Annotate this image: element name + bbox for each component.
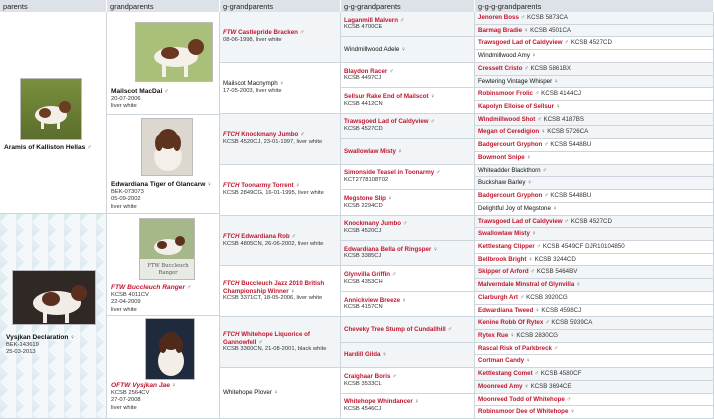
ggg-grandparent-reg: KCSB 2830CG [516, 331, 558, 339]
grandparent-reg: 20-07-2006 [111, 96, 141, 103]
gg-grandparent-name-line [344, 373, 471, 381]
ggg-grandparent-cell [475, 101, 714, 114]
dam-sex-icon: ♀ [70, 334, 75, 341]
ggg-grandparent-name[interactable]: Barmag Bradie [478, 26, 523, 34]
sex-icon: ♀ [288, 287, 295, 295]
ggg-grandparent-reg: KCSB 3694CE [530, 382, 572, 390]
g-grandparent-name-line [223, 29, 337, 37]
gg-grandparent-name[interactable]: Glynvilla Griffin [344, 271, 391, 279]
grandparent-name[interactable]: FTW Buccleuch Ranger [111, 284, 186, 291]
ggg-grandparent-reg: KCSB 5448BU [550, 192, 592, 200]
ggg-grandparent-reg: KCSB 4549CF DJR10104850 [542, 242, 625, 250]
sire-photo [20, 78, 82, 140]
ggg-grandparent-cell [475, 126, 714, 139]
grandparent-reg: BEK-073073 [111, 189, 144, 196]
g-grandparent-name[interactable]: Whitehope Liquorice of Gannowfell [223, 330, 310, 346]
sex-icon: ♂ [256, 338, 263, 346]
ggg-grandparent-cell [475, 114, 714, 127]
ggg-grandparent-name[interactable]: Badgercourt Gryphon [478, 192, 543, 200]
sex-icon: ♀ [539, 128, 548, 136]
gg-grandparent-reg: KCSB 4157CN [344, 304, 383, 311]
sex-icon: ♂ [289, 232, 297, 240]
header-ggg-grandparents: g-g-g-grandparents [475, 0, 714, 12]
ggg-grandparent-reg: KCSB 5861BX [530, 64, 572, 72]
g-grandparent-cell [220, 216, 341, 267]
g-grandparent-name[interactable]: Edwardiana Rob [241, 232, 290, 240]
gg-grandparent-name[interactable]: Cheveky Tree Stump of Cundallhill [344, 325, 446, 333]
g-grandparent-details: KCSB 4805CN, 26-06-2002, liver white [223, 240, 324, 247]
g-grandparent-cell [220, 114, 341, 165]
ggg-grandparent-name[interactable]: Robinsmoor Dee of Whitehope [478, 408, 569, 416]
sex-icon: ♀ [529, 52, 537, 60]
grandparent-dob: 27-07-2008 [111, 397, 141, 404]
sex-icon: ♂ [434, 169, 441, 177]
sex-icon: ♀ [574, 281, 581, 289]
g-grandparent-cell [220, 63, 341, 114]
gg-grandparent-name[interactable]: Craighaar Boris [344, 372, 391, 380]
grandparent-cell [107, 214, 220, 316]
ggg-grandparent-name[interactable]: Windmillwood Amy [478, 52, 530, 60]
g-grandparent-name[interactable]: Castlepride Bracken [238, 29, 298, 37]
g-grandparent-name[interactable]: Mailscot Macnymph [223, 80, 278, 88]
gg-grandparent-cell [341, 12, 475, 37]
sex-icon: ♀ [171, 382, 177, 389]
sex-icon: ♂ [522, 64, 531, 72]
ggg-grandparent-reg: KCSB 5448BU [550, 141, 592, 149]
g-grandparent-name-line [223, 389, 337, 397]
ggg-grandparent-name[interactable]: Rascal Risk of Parkbreck [478, 344, 552, 352]
ggg-grandparent-cell [475, 50, 714, 63]
g-grandparent-details: KCSB 3360CN, 21-08-2001, black white [223, 346, 327, 353]
ggg-grandparent-cell [475, 88, 714, 101]
ggg-grandparent-cell [475, 37, 714, 50]
g-grandparent-details: 08-06-1998, liver white [223, 37, 282, 44]
gg-grandparent-name[interactable]: Laganmill Malvern [344, 16, 398, 24]
grandparent-color: liver white [111, 203, 137, 210]
sex-icon: ♂ [534, 242, 543, 250]
grandparent-cell [107, 316, 220, 419]
gg-grandparent-name-line [344, 326, 471, 334]
sex-icon: ♀ [525, 179, 532, 187]
grandparent-name[interactable]: Mailscot MacDai [111, 88, 163, 95]
gg-grandparent-cell [341, 37, 475, 62]
gg-grandparent-cell [341, 394, 475, 419]
g-grandparent-details: KCSB 2849CG, 16-01-1995, liver white [223, 189, 324, 196]
sex-icon: ♀ [395, 147, 403, 155]
gg-grandparent-reg: KCSB 4520CJ [344, 227, 382, 234]
grandparent-reg: KCSB 2564CV [111, 390, 150, 397]
grandparent-name[interactable]: OFTW Vysjkan Jae [111, 382, 170, 389]
gg-grandparent-cell [341, 216, 475, 241]
ggg-grandparent-name[interactable]: Rytex Rue [478, 331, 509, 339]
sex-icon: ♂ [445, 325, 453, 333]
header-gg-grandparents: g-g-grandparents [341, 0, 475, 12]
ggg-grandparent-name[interactable]: Moonreed Todd of Whitehope [478, 395, 565, 403]
sex-icon: ♂ [428, 118, 435, 126]
sex-icon: ♂ [535, 115, 544, 123]
gg-grandparent-cell [341, 165, 475, 190]
sex-icon: ♀ [428, 93, 435, 101]
ggg-grandparent-cell [475, 368, 714, 381]
sex-icon: ♀ [554, 103, 561, 111]
ggg-grandparent-name[interactable]: Trawsgoed Lad of Caldyview [478, 217, 563, 225]
ggg-grandparent-name[interactable]: Badgercourt Gryphon [478, 141, 543, 149]
gg-grandparent-cell [341, 368, 475, 393]
sex-icon: ♂ [564, 395, 572, 403]
sire-name[interactable]: Aramis of Kalliston Hellas [4, 144, 86, 151]
ggg-grandparent-cell [475, 165, 714, 178]
gg-grandparent-name-line [344, 195, 471, 203]
ggg-grandparent-cell [475, 292, 714, 305]
ggg-grandparent-name[interactable]: Edwardiana Tweed [478, 306, 534, 314]
sex-icon: ♀ [552, 77, 559, 85]
gg-grandparent-name[interactable]: Simonside Teasel in Toonarmy [344, 169, 435, 177]
ggg-grandparent-cell [475, 355, 714, 368]
grandparent-cell [107, 115, 220, 214]
title-badge: FTCH [223, 131, 242, 139]
ggg-grandparent-cell [475, 190, 714, 203]
gg-grandparent-reg: KCSB 4700CE [344, 24, 383, 31]
sex-icon: ♂ [532, 370, 541, 378]
gg-grandparent-name[interactable]: Trawsgoed Lad of Caldyview [344, 118, 429, 126]
ggg-grandparent-name[interactable]: Kenine Robb Of Rytex [478, 319, 544, 327]
ggg-grandparent-name[interactable]: Buckshaw Barley [478, 179, 526, 187]
sex-icon: ♂ [518, 14, 528, 21]
ggg-grandparent-name[interactable]: Bellbrook Bright [478, 255, 527, 263]
ggg-grandparent-cell [475, 177, 714, 190]
sex-icon: ♂ [562, 39, 571, 47]
gg-grandparent-cell [341, 114, 475, 139]
gg-grandparent-name-line [344, 93, 471, 101]
g-grandparent-name[interactable]: Toonarmy Torrent [241, 182, 294, 190]
gg-grandparent-reg: KCSB 4353CH [344, 278, 383, 285]
gg-grandparent-name-line [344, 148, 471, 156]
gg-grandparent-name[interactable]: Hardill Gilda [344, 351, 381, 359]
g-grandparent-name[interactable]: Knockmany Jumbo [241, 131, 299, 139]
grandparent-photo [145, 318, 195, 380]
gg-grandparent-reg: KCSB 3385CJ [344, 253, 382, 260]
ggg-grandparent-cell [475, 139, 714, 152]
g-grandparent-cell [220, 12, 341, 63]
gg-grandparent-name[interactable]: Windmillwood Adele [344, 45, 400, 53]
grandparent-photo [135, 22, 213, 82]
sex-icon: ♂ [390, 271, 397, 279]
ggg-grandparent-cell [475, 266, 714, 279]
sex-icon: ♂ [401, 220, 408, 228]
ggg-grandparent-cell [475, 394, 714, 407]
sex-icon: ♀ [529, 230, 537, 238]
g-grandparent-name[interactable]: Buccleuch Jazz 2010 British Championship Winner [223, 279, 325, 295]
ggg-grandparent-reg: KCSB 5464BV [536, 268, 578, 276]
gg-grandparent-name-line [344, 17, 471, 25]
grandparent-color: liver white [111, 103, 137, 110]
grandparent-cell [107, 12, 220, 115]
parent-sire-cell [0, 12, 107, 214]
gg-grandparent-name[interactable]: Swallowlaw Misty [344, 147, 396, 155]
sex-icon: ♀ [526, 255, 535, 263]
sex-icon: ♂ [528, 268, 537, 276]
gg-grandparent-cell [341, 241, 475, 266]
ggg-grandparent-name[interactable]: Kettlestang Clipper [478, 242, 535, 250]
g-grandparent-name[interactable]: Whitehope Plover [223, 389, 272, 397]
ggg-grandparent-name[interactable]: Windmillwood Shot [478, 115, 536, 123]
ggg-grandparent-cell [475, 63, 714, 76]
gg-grandparent-name-line [344, 169, 471, 177]
sex-icon: ♂ [551, 344, 559, 352]
gg-grandparent-name-line [344, 271, 471, 279]
g-grandparent-name-line [223, 80, 337, 88]
sex-icon: ♀ [524, 357, 531, 365]
g-grandparent-cell [220, 266, 341, 317]
sex-icon: ♀ [522, 382, 531, 390]
sex-icon: ♂ [186, 284, 192, 291]
sex-icon: ♀ [271, 389, 279, 397]
ggg-grandparent-cell [475, 76, 714, 89]
gg-grandparent-reg: KCSB 4527CD [344, 126, 383, 133]
ggg-grandparent-reg: KCSB 5939CA [551, 319, 593, 327]
gg-grandparent-cell [341, 139, 475, 164]
ggg-grandparent-cell [475, 279, 714, 292]
ggg-grandparent-cell [475, 330, 714, 343]
gg-grandparent-cell [341, 266, 475, 291]
gg-grandparent-name-line [344, 68, 471, 76]
g-grandparent-cell [220, 165, 341, 216]
gg-grandparent-reg: KCSB 4412CN [344, 100, 383, 107]
gg-grandparent-name-line [344, 246, 471, 254]
sex-icon: ♀ [550, 204, 558, 212]
gg-grandparent-cell [341, 88, 475, 113]
g-grandparent-cell [220, 368, 341, 419]
g-grandparent-name-line [223, 331, 337, 347]
gg-grandparent-name-line [344, 351, 471, 359]
parent-dam-cell [0, 214, 107, 419]
ggg-grandparent-name[interactable]: Fewtering Vintage Whisper [478, 77, 553, 85]
grandparent-reg: KCSB 4011CV [111, 292, 149, 299]
ggg-grandparent-cell [475, 152, 714, 165]
gg-grandparent-cell [341, 292, 475, 317]
ggg-grandparent-reg: KCSB 4144CJ [541, 90, 582, 98]
sex-icon: ♀ [524, 153, 532, 161]
ggg-grandparent-cell [475, 228, 714, 241]
sex-icon: ♀ [400, 296, 407, 304]
gg-grandparent-reg: KCT2778108T02 [344, 177, 389, 184]
ggg-grandparent-name[interactable]: Trawsgoed Lad of Caldyview [478, 39, 563, 47]
g-grandparent-cell [220, 317, 341, 368]
gg-grandparent-reg: KCSB 2294CD [344, 202, 383, 209]
ggg-grandparent-name[interactable]: Skipper of Arford [478, 268, 529, 276]
ggg-grandparent-reg: KCSB 4527CD [570, 39, 612, 47]
ggg-grandparent-name[interactable]: Whiteadder Blackthorn [478, 166, 541, 174]
title-badge: FTCH [223, 232, 242, 240]
gg-grandparent-name-line [344, 46, 471, 54]
ggg-grandparent-reg: KCSB 4580CF [540, 370, 582, 378]
ggg-grandparent-name[interactable]: Robinsmoor Frolic [478, 90, 534, 98]
ggg-grandparent-name[interactable]: Swallowlaw Misty [478, 230, 530, 238]
gg-grandparent-reg: KCSB 3533CL [344, 380, 382, 387]
sex-icon: ♂ [397, 16, 405, 24]
g-grandparent-name-line [223, 182, 337, 190]
g-grandparent-details: KCSB 3371CT, 18-05-2006, liver white [223, 295, 323, 302]
sex-icon: ♀ [522, 26, 531, 34]
gg-grandparent-cell [341, 190, 475, 215]
g-grandparent-name-line [223, 131, 337, 139]
dam-name[interactable]: Vysjkan Declaration [6, 334, 69, 341]
ggg-grandparent-name[interactable]: Bowmont Snipe [478, 153, 525, 161]
sex-icon: ♂ [518, 293, 527, 301]
sex-icon: ♂ [533, 90, 542, 98]
dam-reg: BEK-143619 [6, 342, 39, 349]
gg-grandparent-name[interactable]: Edwardiana Bella of Ringsper [344, 245, 432, 253]
ggg-grandparent-cell [475, 25, 714, 38]
sex-icon: ♂ [297, 29, 305, 37]
sex-icon: ♂ [298, 131, 305, 139]
gg-grandparent-name-line [344, 118, 471, 126]
ggg-grandparent-name[interactable]: Cressett Cristo [478, 64, 523, 72]
gg-grandparent-reg: KCSB 4546CJ [344, 406, 382, 413]
gg-grandparent-reg: KCSB 4497CJ [344, 75, 382, 82]
gg-grandparent-cell [341, 343, 475, 368]
gg-grandparent-cell [341, 63, 475, 88]
sex-icon: ♂ [542, 192, 551, 200]
ggg-grandparent-reg: KCSB 3244CD [534, 255, 576, 263]
header-grandparents: grandparents [107, 0, 220, 12]
sire-sex-icon: ♂ [87, 144, 92, 151]
header-parents: parents [0, 0, 107, 12]
ggg-grandparent-reg: KCSB 4187BS [543, 115, 585, 123]
dam-photo [12, 270, 96, 325]
ggg-grandparent-reg: KCSB 4598CJ [541, 306, 582, 314]
header-g-grandparents: g-grandparents [220, 0, 341, 12]
gg-grandparent-name-line [344, 297, 471, 305]
g-grandparent-name-line [223, 280, 337, 296]
ggg-grandparent-name[interactable]: Cortman Candy [478, 357, 525, 365]
ggg-grandparent-reg: KCSB 5726CA [547, 128, 589, 136]
sex-icon: ♀ [385, 194, 393, 202]
grandparent-dob: 22-04-2009 [111, 299, 141, 306]
ggg-grandparent-cell [475, 406, 714, 419]
title-badge: FTCH [223, 279, 242, 287]
photo-caption: FTW Buccleuch Ranger [147, 263, 189, 276]
gg-grandparent-cell [341, 317, 475, 342]
ggg-grandparent-cell [475, 203, 714, 216]
g-grandparent-name-line [223, 233, 337, 241]
sex-icon: ♀ [508, 331, 517, 339]
ggg-grandparent-cell [475, 305, 714, 318]
gg-grandparent-name[interactable]: Knockmany Jumbo [344, 220, 402, 228]
sex-icon: ♂ [540, 166, 547, 174]
grandparent-color: liver white [111, 306, 137, 313]
gg-grandparent-name[interactable]: Sellsur Rake End of Mailscot [344, 93, 429, 101]
sex-icon: ♀ [293, 182, 300, 190]
ggg-grandparent-name[interactable]: Malverndale Minstral of Glynvilla [478, 281, 575, 289]
sex-icon: ♂ [164, 88, 169, 95]
title-badge: FTW [223, 29, 239, 37]
grandparent-photo [139, 218, 195, 280]
ggg-grandparent-name[interactable]: Jenoren Boss [478, 14, 519, 21]
ggg-grandparent-name[interactable]: Clarburgh Art [478, 293, 518, 301]
sex-icon: ♀ [431, 245, 438, 253]
ggg-grandparent-reg: KCSB 4527CD [570, 217, 612, 225]
sex-icon: ♀ [568, 408, 575, 416]
title-badge: FTCH [223, 330, 242, 338]
gg-grandparent-name-line [344, 398, 471, 406]
ggg-grandparent-cell [475, 254, 714, 267]
ggg-grandparent-reg: KCSB 5873CA [527, 14, 568, 21]
sex-icon: ♂ [562, 217, 571, 225]
ggg-grandparent-cell [475, 317, 714, 330]
sex-icon: ♀ [380, 351, 387, 359]
gg-grandparent-name[interactable]: Whitehope Whindancer [344, 398, 413, 406]
gg-grandparent-name[interactable]: Blaydon Racer [344, 67, 388, 75]
gg-grandparent-name[interactable]: Annickview Breeze [344, 296, 401, 304]
grandparent-color: liver white [111, 404, 137, 411]
sex-icon: ♀ [399, 45, 406, 53]
gg-grandparent-name[interactable]: Megstone Slip [344, 194, 386, 202]
grandparent-photo [141, 118, 193, 176]
grandparent-name[interactable]: Edwardiana Tiger of Glancarw [111, 181, 206, 188]
ggg-grandparent-reg: KCSB 4501CA [530, 26, 572, 34]
g-grandparent-details: 17-05-2003, liver white [223, 88, 282, 95]
grandparent-dob: 05-09-2002 [111, 196, 141, 203]
ggg-grandparent-cell [475, 241, 714, 254]
ggg-grandparent-cell [475, 381, 714, 394]
ggg-grandparent-cell [475, 216, 714, 229]
sex-icon: ♂ [543, 319, 552, 327]
sex-icon: ♀ [533, 306, 542, 314]
ggg-grandparent-name[interactable]: Kettlestang Comet [478, 370, 533, 378]
dam-dob: 25-03-2013 [6, 349, 36, 356]
ggg-grandparent-name[interactable]: Delightful Joy of Megstone [478, 204, 551, 212]
sex-icon: ♂ [387, 67, 394, 75]
sex-icon: ♀ [207, 181, 212, 188]
sex-icon: ♂ [390, 372, 397, 380]
title-badge: FTCH [223, 182, 242, 190]
ggg-grandparent-reg: KCSB 3920CG [526, 293, 568, 301]
ggg-grandparent-cell [475, 12, 714, 25]
g-grandparent-details: KCSB 4520CJ, 23-01-1997, liver white [223, 138, 323, 145]
sex-icon: ♀ [277, 80, 285, 88]
ggg-grandparent-name[interactable]: Kapolyn Elloise of Sellsur [478, 103, 554, 111]
ggg-grandparent-name[interactable]: Moonreed Amy [478, 382, 523, 390]
gg-grandparent-name-line [344, 220, 471, 228]
ggg-grandparent-name[interactable]: Megan of Ceredigion [478, 128, 540, 136]
sex-icon: ♂ [542, 141, 551, 149]
sex-icon: ♀ [412, 398, 420, 406]
ggg-grandparent-cell [475, 343, 714, 356]
